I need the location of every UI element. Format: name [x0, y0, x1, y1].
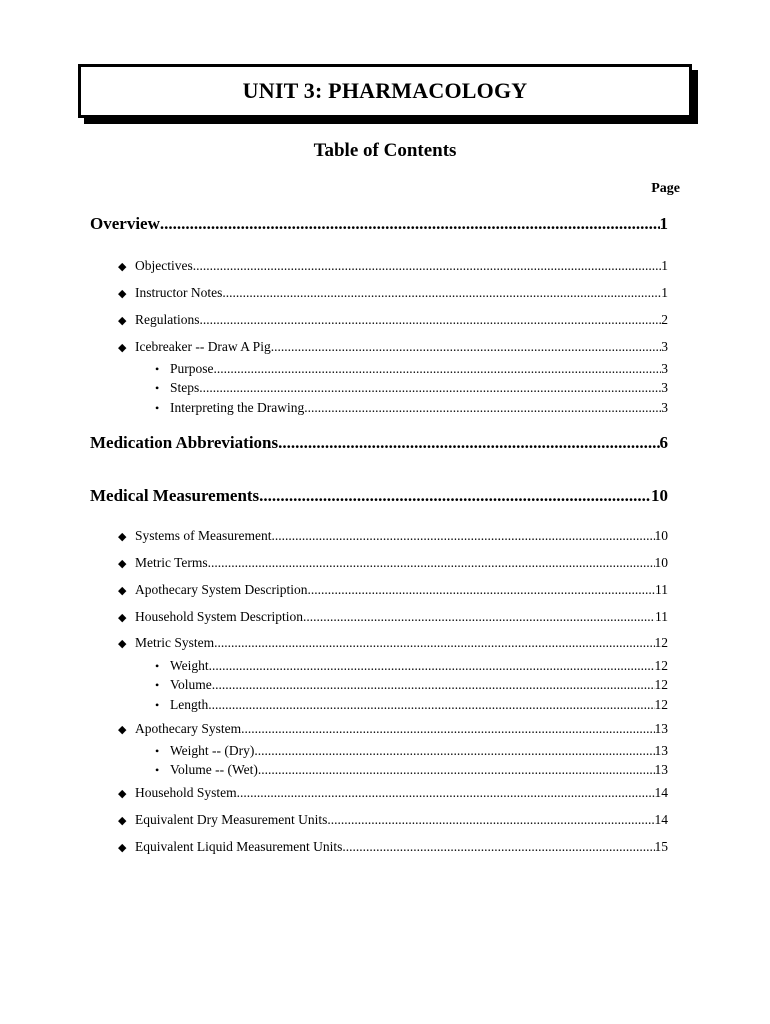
- dot-leader: [237, 785, 655, 801]
- dot-leader: [304, 400, 661, 416]
- dot-leader: [307, 582, 655, 598]
- diamond-bullet-icon: ◆: [118, 342, 127, 354]
- item-label: Metric System: [135, 635, 215, 650]
- toc-item: [118, 555, 668, 571]
- subitem-page: 12: [654, 677, 668, 692]
- round-bullet-icon: •: [155, 678, 160, 692]
- subitem-page: 12: [654, 658, 668, 673]
- item-page: 13: [654, 721, 668, 736]
- subitem-label: Weight: [170, 658, 209, 673]
- diamond-bullet-icon: ◆: [118, 531, 127, 543]
- toc-item: [118, 839, 668, 855]
- dot-leader: [271, 528, 654, 544]
- diamond-bullet-icon: ◆: [118, 261, 127, 273]
- item-label: Household System Description: [135, 609, 303, 624]
- item-page: 12: [654, 635, 668, 650]
- round-bullet-icon: •: [155, 401, 160, 415]
- item-label: Equivalent Dry Measurement Units: [135, 812, 328, 827]
- section-page: 1: [659, 214, 668, 233]
- dot-leader: [241, 721, 654, 737]
- dot-leader: [200, 312, 662, 328]
- subitem-label: Purpose: [170, 361, 214, 376]
- subitem-page: 13: [654, 743, 668, 758]
- dot-leader: [212, 677, 655, 693]
- item-page: 2: [661, 312, 668, 327]
- subitem-label: Weight -- (Dry): [170, 743, 255, 758]
- section-page: 10: [651, 486, 668, 505]
- dot-leader: [214, 635, 654, 651]
- item-label: Metric Terms: [135, 555, 208, 570]
- diamond-bullet-icon: ◆: [118, 585, 127, 597]
- dot-leader: [193, 258, 662, 274]
- toc-item: [118, 528, 668, 544]
- toc-section-overview: [90, 214, 668, 234]
- toc-subitem: [155, 677, 668, 693]
- item-page: 11: [655, 582, 668, 597]
- item-page: 14: [654, 812, 668, 827]
- diamond-bullet-icon: ◆: [118, 788, 127, 800]
- item-page: 3: [661, 339, 668, 354]
- subitem-label: Steps: [170, 380, 200, 395]
- subitem-label: Length: [170, 697, 209, 712]
- item-label: Icebreaker -- Draw A Pig: [135, 339, 271, 354]
- subitem-label: Interpreting the Drawing: [170, 400, 305, 415]
- toc-section-medical-measurements: [90, 486, 668, 506]
- dot-leader: [209, 658, 655, 674]
- subitem-label: Volume -- (Wet): [170, 762, 258, 777]
- dot-leader: [327, 812, 654, 828]
- toc-subitem: [155, 380, 668, 396]
- toc-item: [118, 812, 668, 828]
- toc-subitem: [155, 400, 668, 416]
- item-label: Equivalent Liquid Measurement Units: [135, 839, 343, 854]
- toc-subitem: [155, 658, 668, 674]
- section-title: Medication Abbreviations: [90, 433, 279, 452]
- section-title: Overview: [90, 214, 160, 233]
- unit-title: UNIT 3: PHARMACOLOGY: [242, 78, 528, 103]
- dot-leader: [208, 697, 654, 713]
- toc-section-medication-abbreviations: [90, 433, 668, 453]
- dot-leader: [199, 380, 661, 396]
- unit-title-box: [78, 64, 692, 118]
- item-page: 10: [654, 555, 668, 570]
- toc-item: [118, 339, 668, 355]
- round-bullet-icon: •: [155, 763, 160, 777]
- dot-leader: [303, 609, 655, 625]
- item-label: Instructor Notes: [135, 285, 223, 300]
- toc-item: [118, 609, 668, 625]
- item-label: Apothecary System: [135, 721, 242, 736]
- subitem-page: 3: [661, 400, 668, 415]
- subitem-label: Volume: [170, 677, 212, 692]
- toc-item: [118, 635, 668, 651]
- subitem-page: 3: [661, 380, 668, 395]
- item-page: 14: [654, 785, 668, 800]
- toc-item: [118, 785, 668, 801]
- item-page: 11: [655, 609, 668, 624]
- subitem-page: 12: [654, 697, 668, 712]
- item-page: 1: [661, 285, 668, 300]
- diamond-bullet-icon: ◆: [118, 638, 127, 650]
- round-bullet-icon: •: [155, 362, 160, 376]
- item-label: Apothecary System Description: [135, 582, 308, 597]
- round-bullet-icon: •: [155, 381, 160, 395]
- round-bullet-icon: •: [155, 698, 160, 712]
- subitem-page: 3: [661, 361, 668, 376]
- item-page: 10: [654, 528, 668, 543]
- dot-leader: [208, 555, 655, 571]
- toc-item: [118, 582, 668, 598]
- toc-subitem: [155, 762, 668, 778]
- dot-leader: [342, 839, 654, 855]
- dot-leader: [271, 339, 662, 355]
- toc-subitem: [155, 361, 668, 377]
- diamond-bullet-icon: ◆: [118, 288, 127, 300]
- page-column-label: Page: [651, 181, 680, 196]
- diamond-bullet-icon: ◆: [118, 815, 127, 827]
- dot-leader: [160, 214, 660, 234]
- diamond-bullet-icon: ◆: [118, 315, 127, 327]
- dot-leader: [254, 743, 654, 759]
- item-label: Regulations: [135, 312, 200, 327]
- toc-subitem: [155, 743, 668, 759]
- dot-leader: [214, 361, 662, 377]
- diamond-bullet-icon: ◆: [118, 612, 127, 624]
- dot-leader: [222, 285, 661, 301]
- subitem-page: 13: [654, 762, 668, 777]
- item-label: Objectives: [135, 258, 193, 273]
- diamond-bullet-icon: ◆: [118, 558, 127, 570]
- item-page: 1: [661, 258, 668, 273]
- dot-leader: [259, 486, 651, 506]
- round-bullet-icon: •: [155, 659, 160, 673]
- dot-leader: [258, 762, 655, 778]
- toc-item: [118, 721, 668, 737]
- diamond-bullet-icon: ◆: [118, 842, 127, 854]
- toc-item: [118, 258, 668, 274]
- round-bullet-icon: •: [155, 744, 160, 758]
- diamond-bullet-icon: ◆: [118, 724, 127, 736]
- section-title: Medical Measurements: [90, 486, 260, 505]
- dot-leader: [278, 433, 659, 453]
- toc-item: [118, 285, 668, 301]
- toc-subitem: [155, 697, 668, 713]
- item-page: 15: [654, 839, 668, 854]
- item-label: Household System: [135, 785, 237, 800]
- toc-heading: Table of Contents: [313, 140, 457, 161]
- toc-item: [118, 312, 668, 328]
- item-label: Systems of Measurement: [135, 528, 272, 543]
- section-page: 6: [659, 433, 668, 452]
